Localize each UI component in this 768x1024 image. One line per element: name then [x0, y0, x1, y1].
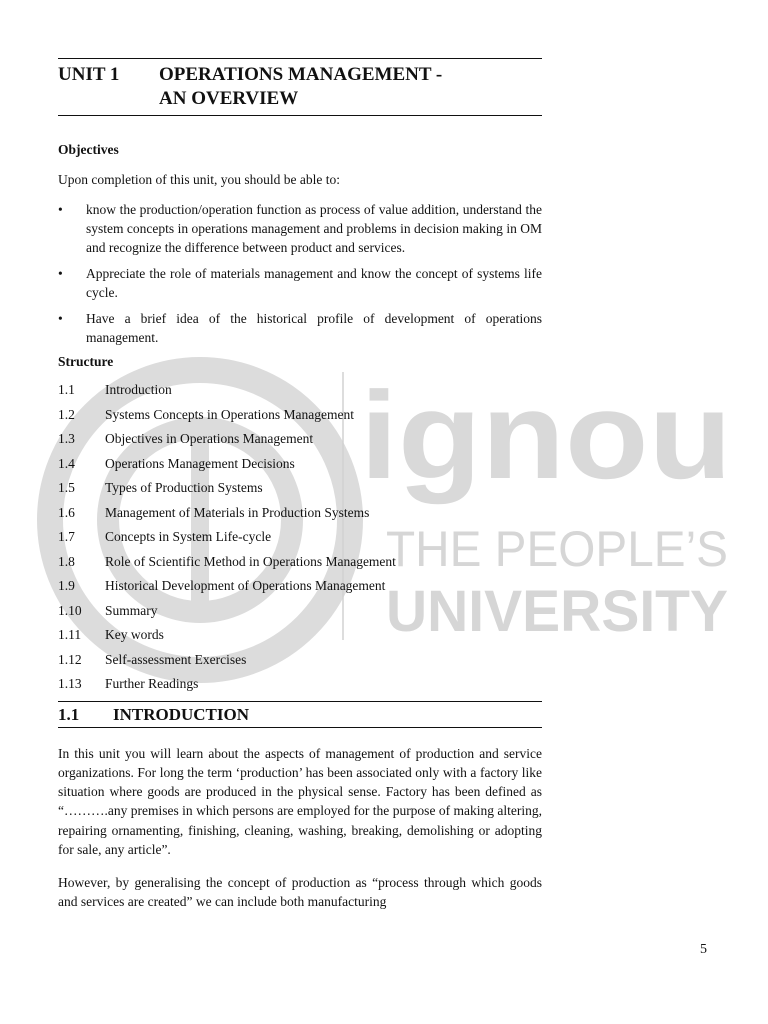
toc-item	[58, 380, 542, 405]
toc-label: Historical Development of Operations Management	[105, 578, 386, 593]
watermark-tagline-line1: THE PEOPLE’S	[386, 521, 728, 577]
toc-item	[58, 527, 542, 552]
title-bottom-rule	[58, 115, 542, 116]
toc-label: Types of Production Systems	[105, 480, 263, 495]
objectives-intro: Upon completion of this unit, you should be able to:	[58, 172, 340, 187]
objective-item	[58, 264, 542, 302]
bullet: •	[58, 266, 63, 281]
toc-label: Key words	[105, 627, 164, 642]
toc-label: Role of Scientific Method in Operations Management	[105, 553, 396, 569]
toc-item	[58, 503, 542, 528]
toc-item	[58, 429, 542, 454]
unit-title-line1: OPERATIONS MANAGEMENT -	[159, 64, 443, 85]
watermark-tagline-line2: UNIVERSITY	[386, 579, 728, 644]
toc-number: 1.7	[58, 529, 75, 544]
toc-number: 1.5	[58, 480, 75, 495]
toc-item	[58, 625, 542, 650]
section-heading	[58, 702, 542, 727]
page-number: 5	[700, 942, 707, 957]
toc-number: 1.4	[58, 455, 75, 471]
toc-number: 1.6	[58, 504, 75, 520]
unit-title	[159, 63, 442, 111]
section-number: 1.1	[58, 704, 80, 724]
toc-number: 1.10	[58, 602, 82, 618]
section-bottom-rule	[58, 727, 542, 728]
toc-label: Concepts in System Life-cycle	[105, 529, 272, 544]
toc-item	[58, 405, 542, 430]
toc-number: 1.11	[58, 627, 82, 642]
toc-label: Systems Concepts in Operations Management	[105, 406, 354, 422]
toc-number: 1.13	[58, 676, 82, 691]
toc-number: 1.12	[58, 651, 82, 667]
structure-heading: Structure	[58, 354, 114, 369]
unit-number: UNIT 1	[58, 64, 120, 85]
toc-item	[58, 650, 542, 675]
objective-text: Have a brief idea of the historical profile of development of operations management.	[86, 311, 542, 345]
section-title: INTRODUCTION	[113, 704, 250, 724]
toc-label: Management of Materials in Production Systems	[105, 504, 370, 520]
body-paragraph: However, by generalising the concept of production as “process through which goods and services are created” we can include both manufacturing	[58, 874, 542, 910]
objective-text: know the production/operation function as process of value addition, understand the system concepts in operations management and problems in decision making in OM and recognize the difference between product and services.	[86, 202, 542, 255]
toc-label: Further Readings	[105, 676, 199, 691]
toc-number: 1.1	[58, 382, 75, 397]
objective-text: Appreciate the role of materials management and know the concept of systems life cycle.	[86, 266, 542, 300]
toc-number: 1.2	[58, 406, 75, 422]
toc-number: 1.8	[58, 553, 75, 569]
objective-item	[58, 309, 542, 347]
toc-label: Objectives in Operations Management	[105, 431, 314, 446]
toc-number: 1.3	[58, 431, 75, 446]
toc-item	[58, 601, 542, 626]
objective-item	[58, 200, 542, 257]
bullet: •	[58, 202, 63, 217]
body-paragraph: In this unit you will learn about the aspects of management of production and service organizations. For long the term ‘production’ has been associated only with a factory like situation where goods are produced in the physical sense. Factory has been defined as “……….any premises in which persons are employed for the purpose of making altering, repairing ornamenting, finishing, cleaning, washing, breaking, demolishing or adopting for sale, any article”.	[58, 745, 542, 857]
toc-item	[58, 478, 542, 503]
page-content	[58, 58, 542, 925]
toc-label: Introduction	[105, 382, 172, 397]
toc-label: Summary	[105, 602, 158, 618]
unit-title-line2: AN OVERVIEW	[159, 88, 299, 109]
toc-item	[58, 674, 542, 699]
toc-item	[58, 454, 542, 479]
bullet: •	[58, 311, 63, 326]
structure-list	[58, 380, 542, 699]
toc-label: Operations Management Decisions	[105, 455, 295, 471]
toc-item	[58, 576, 542, 601]
objectives-list	[58, 200, 542, 347]
toc-number: 1.9	[58, 578, 75, 593]
unit-title-block	[58, 59, 542, 115]
watermark-logo-word: ignou	[360, 367, 732, 505]
toc-item	[58, 552, 542, 577]
objectives-heading: Objectives	[58, 142, 119, 157]
toc-label: Self-assessment Exercises	[105, 651, 247, 667]
